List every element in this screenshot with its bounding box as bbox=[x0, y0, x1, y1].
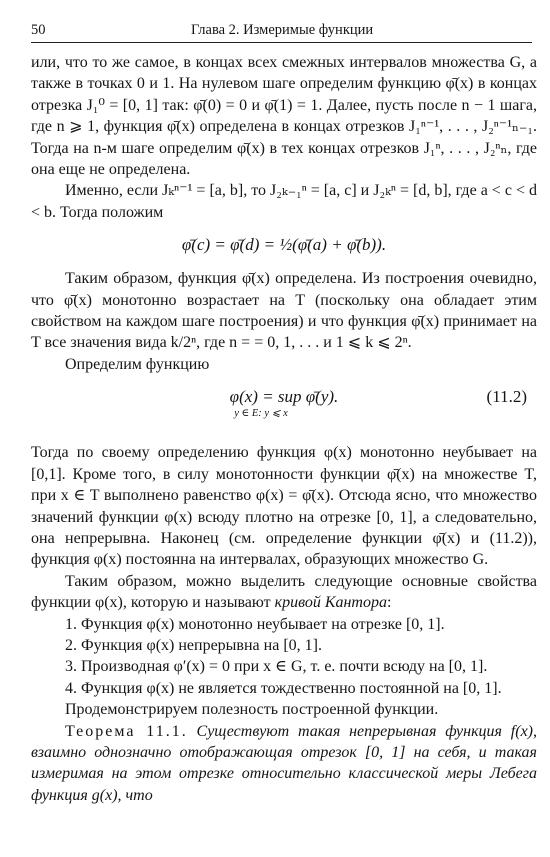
paragraph-demonstrate: Продемонстрируем полезность построенной функции. bbox=[65, 701, 439, 719]
running-title: Глава 2. Измеримые функции bbox=[191, 22, 374, 38]
paragraph-thus: Таким образом, функция φ̄(x) определена. Из построения очевидно, что φ̄(x) монотонно возрастает на T (поскольку она обладает этим свойством на каждом шаге построения) и что функция φ̄(x) принимает на T все значения вида k/2ⁿ, где n = = 0, 1, . . . и 1 ⩽ k ⩽ 2ⁿ. bbox=[31, 270, 537, 352]
formula-midpoint bbox=[31, 234, 537, 256]
page-number: 50 bbox=[31, 22, 46, 38]
paragraph-construction: или, что то же самое, в концах всех смежных интервалов множества G, а также в точках 0 и 1. На нулевом шаге определим функцию φ̄(x) в концах отрезка J₁⁰ = [0, 1] так: φ̄(0) = 0 и φ̄(1) = 1. Далее, пусть после n − 1 шага, где n ⩾ 1, функция φ̄(x) определена в концах отрезков J₁ⁿ⁻¹, . . . , J₂ⁿ⁻¹ₙ₋₁. Тогда на n-м шаге определим φ̄(x) в тех концах отрезков J₁ⁿ, . . . , J₂ⁿₙ, где она еще не определена. bbox=[31, 54, 537, 179]
formula-sup bbox=[31, 386, 537, 430]
page-header bbox=[31, 20, 532, 43]
property-item-3: 3. Производная φ′(x) = 0 при x ∈ G, т. е. почти всюду на [0, 1]. bbox=[65, 658, 488, 676]
formula-sup-main: φ(x) = sup φ̄(y). bbox=[229, 387, 339, 407]
theorem-11-1 bbox=[31, 721, 537, 807]
property-item-2: 2. Функция φ(x) непрерывна на [0, 1]. bbox=[65, 636, 322, 654]
properties-intro: Таким образом, можно выделить следующие основные свойства функции φ(x), которую и называют bbox=[31, 572, 537, 612]
theorem-text: Существуют такая непрерывная функция f(x), взаимно однозначно отображающая отрезок [0, 1] на себя, и такая измеримая на этом отрезке относительно классической меры Лебега функция g(x), что bbox=[31, 722, 537, 804]
theorem-label: Теорема 11.1. bbox=[65, 722, 188, 740]
paragraph-properties bbox=[31, 571, 537, 614]
equation-number: (11.2) bbox=[486, 387, 527, 407]
formula-midpoint-text: φ̄(c) = φ̄(d) = ½(φ̄(a) + φ̄(b)). bbox=[181, 235, 387, 255]
properties-colon: : bbox=[386, 594, 392, 612]
paragraph-define: Определим функцию bbox=[65, 355, 210, 373]
paragraph-then: Тогда по своему определению функция φ(x) монотонно неубывает на [0,1]. Кроме того, в силу монотонности функции φ̄(x) на множестве T, при x ∈ T выполнено равенство φ(x) = φ̄(x). Отсюда ясно, что множество значений функции φ(x) всюду плотно на отрезке [0, 1], а следовательно, она непрерывна. Наконец (см. определение функции φ̄(x) и (11.2)), функция φ(x) постоянна на интервалах, образующих множество G. bbox=[31, 444, 537, 569]
cantor-curve-term: кривой Кантора bbox=[274, 594, 387, 612]
paragraph-namely: Именно, если Jₖⁿ⁻¹ = [a, b], то J₂ₖ₋₁ⁿ = [a, c] и J₂ₖⁿ = [d, b], где a < c < d < b. Тогда положим bbox=[31, 182, 537, 221]
page-body bbox=[31, 52, 537, 806]
formula-sup-subscript: y ∈ E: y ⩽ x bbox=[234, 408, 288, 420]
property-item-1: 1. Функция φ(x) монотонно неубывает на отрезке [0, 1]. bbox=[65, 615, 445, 633]
property-item-4: 4. Функция φ(x) не является тождественно постоянной на [0, 1]. bbox=[65, 679, 502, 697]
